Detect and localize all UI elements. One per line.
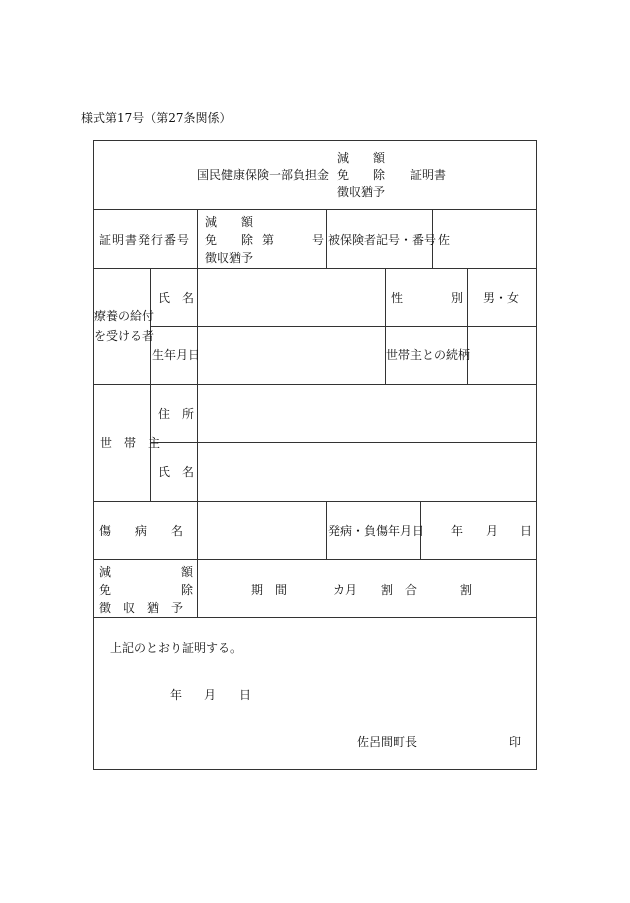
disease-name-label: 傷 病 名: [99, 524, 184, 538]
recipient-label-line1: 療養の給付: [94, 309, 155, 323]
insured-number-field[interactable]: [450, 212, 534, 266]
cert-option-exempt: 免 除: [205, 233, 254, 247]
measure-exempt-char1: 免: [99, 583, 112, 597]
period-months-unit: カ月: [333, 583, 358, 597]
householder-name-label: 氏 名: [158, 465, 195, 479]
recipient-label-line2: を受ける者: [94, 329, 155, 343]
certification-statement: 上記のとおり証明する。: [110, 641, 243, 655]
cert-number-suffix: 号: [312, 233, 325, 247]
birth-date-label: 生年月日: [152, 348, 201, 362]
measure-exempt-char2: 除: [181, 583, 194, 597]
cert-option-defer: 徴収猶予: [205, 251, 254, 265]
householder-label: 世 帯 主: [100, 436, 161, 450]
certificate-number-label: 証明書発行番号: [99, 233, 191, 247]
householder-name-field[interactable]: [199, 444, 535, 500]
cert-number-prefix: 第: [262, 233, 275, 247]
certification-day-unit: 日: [239, 688, 252, 702]
measure-defer: 徴 収 猶 予: [99, 601, 184, 615]
onset-day-unit: 日: [520, 524, 533, 538]
title-main: 国民健康保険一部負担金: [197, 168, 330, 182]
form-number: 様式第17号（第27条関係）: [81, 111, 232, 125]
seal-mark: 印: [509, 735, 522, 749]
recipient-name-field[interactable]: [199, 270, 384, 325]
title-option-reduce: 減 額: [337, 151, 386, 165]
ratio-label: 割 合: [381, 583, 418, 597]
disease-name-field[interactable]: [199, 503, 325, 558]
sex-label: 性 別: [391, 291, 464, 305]
householder-address-label: 住 所: [158, 407, 195, 421]
relation-field[interactable]: [469, 328, 535, 383]
insured-number-prefix: 佐: [438, 233, 451, 247]
measure-reduce-char2: 額: [181, 565, 194, 579]
measure-reduce-char1: 減: [99, 565, 112, 579]
sex-value[interactable]: 男・女: [483, 291, 520, 305]
insured-number-label: 被保険者記号・番号: [328, 233, 437, 247]
onset-month-unit: 月: [486, 524, 499, 538]
title-certificate: 証明書: [410, 168, 447, 182]
birth-date-field[interactable]: [199, 328, 384, 383]
relation-label: 世帯主との続柄: [386, 348, 471, 362]
certification-year-unit: 年: [170, 688, 183, 702]
householder-address-field[interactable]: [199, 386, 535, 441]
certification-month-unit: 月: [204, 688, 217, 702]
cert-option-reduce: 減 額: [205, 215, 254, 229]
ratio-unit: 割: [460, 583, 473, 597]
onset-date-label: 発病・負傷年月日: [328, 524, 425, 538]
issuer-name: 佐呂間町長: [357, 735, 418, 749]
title-option-exempt: 免 除: [337, 168, 386, 182]
period-label: 期 間: [251, 583, 288, 597]
title-option-defer: 徴収猶予: [337, 185, 386, 199]
onset-year-unit: 年: [451, 524, 464, 538]
recipient-name-label: 氏 名: [158, 291, 195, 305]
